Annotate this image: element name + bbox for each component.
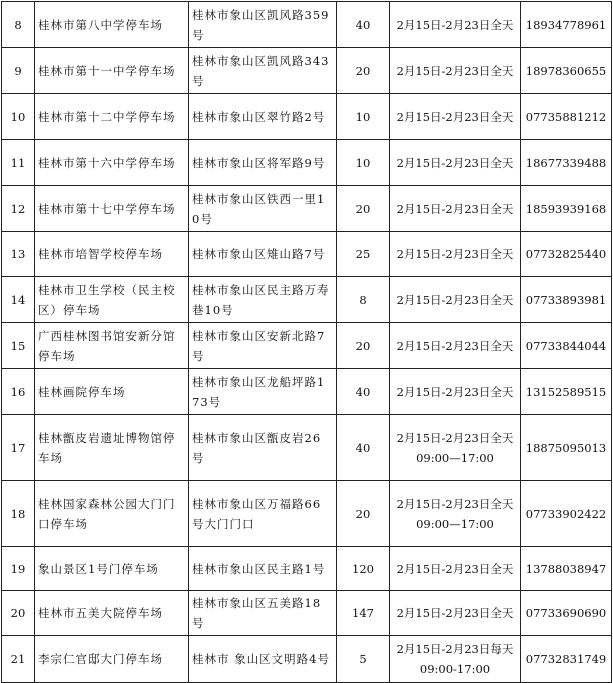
row-number: 10 bbox=[2, 94, 35, 140]
contact-phone: 07733690690 bbox=[521, 591, 612, 636]
period-line: 2月15日-2月23日全天 bbox=[396, 247, 514, 261]
parking-name: 桂林市卫生学校（民主校区）停车场 bbox=[35, 277, 189, 323]
parking-spaces: 40 bbox=[337, 2, 390, 48]
table-row bbox=[2, 94, 612, 140]
table-row bbox=[2, 481, 612, 547]
row-number: 18 bbox=[2, 481, 35, 547]
open-period bbox=[390, 277, 521, 323]
open-period bbox=[390, 323, 521, 369]
table-row bbox=[2, 323, 612, 369]
open-period bbox=[390, 481, 521, 547]
period-line: 2月15日-2月23日每天09:00-17:00 bbox=[396, 642, 514, 676]
parking-name: 桂林市第十一中学停车场 bbox=[35, 48, 189, 94]
open-period bbox=[390, 140, 521, 186]
parking-name: 桂林市第十二中学停车场 bbox=[35, 94, 189, 140]
parking-address: 桂林市象山区民主路万寿巷10号 bbox=[189, 277, 337, 323]
table-row bbox=[2, 547, 612, 591]
period-line: 2月15日-2月23日全天 bbox=[396, 430, 514, 445]
open-period bbox=[390, 232, 521, 277]
parking-address: 桂林市象山区将军路9号 bbox=[189, 140, 337, 186]
contact-phone: 18875095013 bbox=[521, 415, 612, 481]
period-line: 2月15日-2月23日全天 bbox=[396, 201, 514, 216]
parking-spaces: 20 bbox=[337, 323, 390, 369]
contact-phone: 07733893981 bbox=[521, 277, 612, 323]
table-row bbox=[2, 591, 612, 636]
row-number: 15 bbox=[2, 323, 35, 369]
parking-spaces: 10 bbox=[337, 140, 390, 186]
open-period bbox=[390, 415, 521, 481]
contact-phone: 13788038947 bbox=[521, 547, 612, 591]
parking-spaces: 20 bbox=[337, 481, 390, 547]
parking-address: 桂林市象山区安新北路7号 bbox=[189, 323, 337, 369]
parking-name: 桂林市第八中学停车场 bbox=[35, 2, 189, 48]
period-line: 2月15日-2月23日全天 bbox=[396, 109, 514, 124]
period-line: 2月15日-2月23日全天 bbox=[396, 63, 514, 78]
table-row bbox=[2, 48, 612, 94]
table-row bbox=[2, 277, 612, 323]
parking-name: 桂林市第十六中学停车场 bbox=[35, 140, 189, 186]
parking-address: 桂林市象山区甑皮岩26号 bbox=[189, 415, 337, 481]
table-row bbox=[2, 2, 612, 48]
parking-spaces: 25 bbox=[337, 232, 390, 277]
period-line: 2月15日-2月23日全天 bbox=[396, 384, 514, 399]
row-number: 17 bbox=[2, 415, 35, 481]
parking-address: 桂林市象山区雉山路7号 bbox=[189, 232, 337, 277]
contact-phone: 18593939168 bbox=[521, 186, 612, 232]
row-number: 9 bbox=[2, 48, 35, 94]
parking-address: 桂林市象山区凯风路343号 bbox=[189, 48, 337, 94]
parking-address: 桂林市 象山区文明路4号 bbox=[189, 636, 337, 683]
table-row bbox=[2, 232, 612, 277]
parking-name: 桂林市五美大院停车场 bbox=[35, 591, 189, 636]
row-number: 11 bbox=[2, 140, 35, 186]
parking-name: 桂林市培智学校停车场 bbox=[35, 232, 189, 277]
parking-address: 桂林市象山区万福路66号大门门口 bbox=[189, 481, 337, 547]
period-line: 2月15日-2月23日全天 bbox=[396, 561, 514, 576]
parking-address: 桂林市象山区龙船坪路173号 bbox=[189, 369, 337, 415]
row-number: 20 bbox=[2, 591, 35, 636]
parking-table-body bbox=[2, 2, 612, 683]
period-line: 2月15日-2月23日全天 bbox=[396, 606, 514, 620]
open-period bbox=[390, 369, 521, 415]
parking-name: 桂林甑皮岩遗址博物馆停车场 bbox=[35, 415, 189, 481]
open-period bbox=[390, 186, 521, 232]
parking-spaces: 5 bbox=[337, 636, 390, 683]
row-number: 21 bbox=[2, 636, 35, 683]
parking-address: 桂林市象山区翠竹路2号 bbox=[189, 94, 337, 140]
open-period bbox=[390, 547, 521, 591]
table-row bbox=[2, 369, 612, 415]
parking-address: 桂林市象山区凯风路359号 bbox=[189, 2, 337, 48]
open-period bbox=[390, 48, 521, 94]
parking-name: 桂林市第十七中学停车场 bbox=[35, 186, 189, 232]
row-number: 19 bbox=[2, 547, 35, 591]
period-line: 09:00—17:00 bbox=[416, 450, 494, 465]
table-row bbox=[2, 186, 612, 232]
period-line: 2月15日-2月23日全天 bbox=[396, 338, 514, 353]
period-line: 2月15日-2月23日全天 bbox=[396, 155, 514, 170]
contact-phone: 07732831749 bbox=[521, 636, 612, 683]
contact-phone: 13152589515 bbox=[521, 369, 612, 415]
row-number: 12 bbox=[2, 186, 35, 232]
parking-spaces: 10 bbox=[337, 94, 390, 140]
period-line: 2月15日-2月23日全天 bbox=[396, 17, 514, 32]
open-period bbox=[390, 2, 521, 48]
contact-phone: 18934778961 bbox=[521, 2, 612, 48]
table-row bbox=[2, 636, 612, 683]
contact-phone: 07732825440 bbox=[521, 232, 612, 277]
period-line: 2月15日-2月23日全天 bbox=[396, 292, 514, 307]
period-line: 09:00—17:00 bbox=[416, 516, 494, 531]
parking-name: 李宗仁官邸大门停车场 bbox=[35, 636, 189, 683]
table-row bbox=[2, 415, 612, 481]
parking-name: 广西桂林图书馆安新分馆停车场 bbox=[35, 323, 189, 369]
parking-spaces: 20 bbox=[337, 186, 390, 232]
row-number: 14 bbox=[2, 277, 35, 323]
parking-spaces: 8 bbox=[337, 277, 390, 323]
parking-name: 桂林国家森林公园大门门口停车场 bbox=[35, 481, 189, 547]
open-period bbox=[390, 94, 521, 140]
parking-address: 桂林市象山区民主路1号 bbox=[189, 547, 337, 591]
parking-spaces: 147 bbox=[337, 591, 390, 636]
contact-phone: 07735881212 bbox=[521, 94, 612, 140]
parking-table bbox=[1, 1, 612, 683]
contact-phone: 18677339488 bbox=[521, 140, 612, 186]
contact-phone: 18978360655 bbox=[521, 48, 612, 94]
parking-name: 象山景区1号门停车场 bbox=[35, 547, 189, 591]
parking-name: 桂林画院停车场 bbox=[35, 369, 189, 415]
parking-spaces: 40 bbox=[337, 415, 390, 481]
open-period bbox=[390, 591, 521, 636]
parking-address: 桂林市象山区铁西一里10号 bbox=[189, 186, 337, 232]
contact-phone: 07733902422 bbox=[521, 481, 612, 547]
period-line: 2月15日-2月23日全天 bbox=[396, 496, 514, 511]
parking-address: 桂林市象山区五美路18号 bbox=[189, 591, 337, 636]
contact-phone: 07733844044 bbox=[521, 323, 612, 369]
parking-spaces: 40 bbox=[337, 369, 390, 415]
parking-spaces: 120 bbox=[337, 547, 390, 591]
row-number: 13 bbox=[2, 232, 35, 277]
table-row bbox=[2, 140, 612, 186]
parking-spaces: 20 bbox=[337, 48, 390, 94]
row-number: 16 bbox=[2, 369, 35, 415]
open-period bbox=[390, 636, 521, 683]
row-number: 8 bbox=[2, 2, 35, 48]
